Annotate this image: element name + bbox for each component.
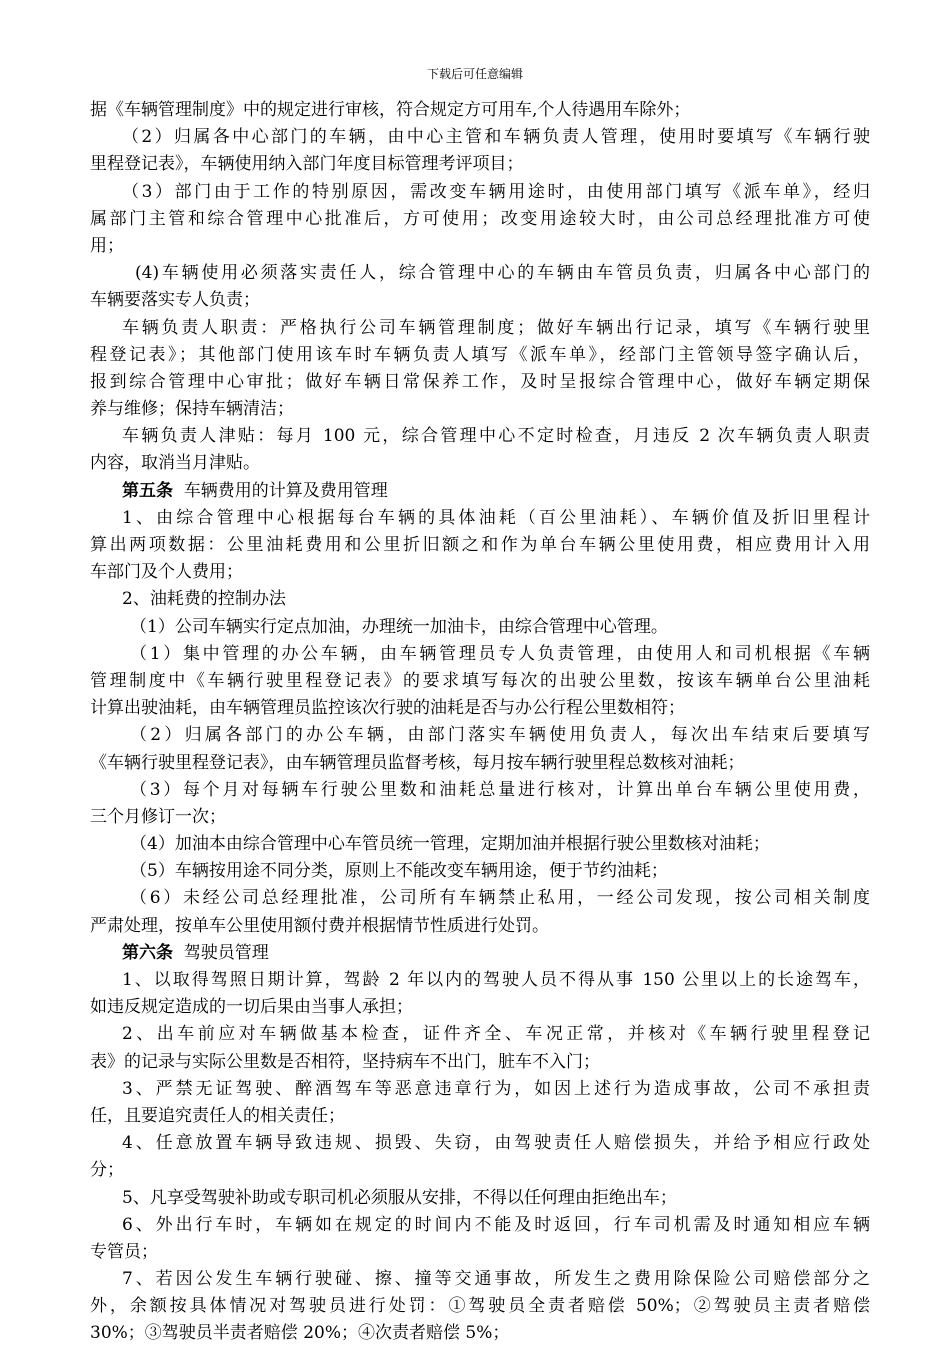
text-line [90,1266,870,1293]
line-text: 养与维修；保持车辆清洁； [90,399,294,420]
line-text: 计算出驶油耗，由车辆管理员监控该次行驶的油耗是否与办公行程公里数相符； [90,698,685,719]
line-text: (4)车辆使用必须落实责任人，综合管理中心的车辆由车管员负责，归属各中心部门的 [135,263,870,284]
line-text: 分； [90,1160,124,1181]
line-text: 车部门及个人费用； [90,562,243,583]
line-text: 用； [90,235,124,256]
text-line [90,206,870,233]
text-line [90,287,870,314]
line-text: 车辆要落实专人负责； [90,290,260,311]
text-line [90,505,870,532]
text-line [90,777,870,804]
text-line [90,396,870,423]
line-text: 管理制度中《车辆行驶里程登记表》的要求填写每次的出驶公里数，按该车辆单台公里油耗 [90,670,870,691]
text-line [90,994,870,1021]
text-line [90,1130,870,1157]
text-line [90,804,870,831]
line-text: 1、由综合管理中心根据每台车辆的具体油耗（百公里油耗）、车辆价值及折旧里程计 [122,507,870,528]
section-title: 驾驶员管理 [183,942,269,963]
line-text: （3）每个月对每辆车行驶公里数和油耗总量进行核对，计算出单台车辆公里使用费， [130,779,870,800]
text-line [90,1212,870,1239]
line-text: 车辆负责人职责：严格执行公司车辆管理制度；做好车辆出行记录，填写《车辆行驶里 [122,317,870,338]
text-line [90,423,870,450]
text-line [90,233,870,260]
text-line [90,695,870,722]
line-text: 里程登记表》，车辆使用纳入部门年度目标管理考评项目； [90,154,524,175]
text-line [90,750,870,777]
text-line [90,151,870,178]
section-number: 第五条 [122,480,173,501]
text-line [90,1049,870,1076]
section-title: 车辆费用的计算及费用管理 [183,480,388,501]
text-line [90,858,870,885]
page-header: 下载后可任意编辑 [426,67,523,81]
text-line [90,1293,870,1320]
text-line [90,315,870,342]
line-text: 严肃处理，按单车公里使用额付费并根据情节性质进行处罚。 [90,915,549,936]
line-text: 车辆负责人津贴：每月 100 元，综合管理中心不定时检查，月违反 2 次车辆负责人职责 [122,426,870,447]
document-body [90,97,870,1348]
text-line [90,1103,870,1130]
text-line [90,179,870,206]
line-text: 如违反规定造成的一切后果由当事人承担； [90,997,413,1018]
line-text: 2、油耗费的控制办法 [122,589,286,610]
text-line [90,1157,870,1184]
line-text: 4、任意放置车辆导致违规、损毁、失窃，由驾驶责任人赔偿损失，并给予相应行政处 [122,1133,870,1154]
text-line [90,1021,870,1048]
line-text: （1）公司车辆实行定点加油，办理统一加油卡，由综合管理中心管理。 [130,616,668,637]
section-heading [90,478,870,505]
line-text: 属部门主管和综合管理中心批准后，方可使用；改变用途较大时，由公司总经理批准方可使 [90,208,870,229]
text-line [90,1239,870,1266]
line-text: （2）归属各部门的办公车辆，由部门落实车辆使用负责人，每次出车结束后要填写 [130,725,870,746]
text-line [90,559,870,586]
section-heading [90,940,870,967]
line-text: 报到综合管理中心审批；做好车辆日常保养工作，及时呈报综合管理中心，做好车辆定期保 [90,371,870,392]
text-line [90,913,870,940]
line-text: （2）归属各中心部门的车辆，由中心主管和车辆负责人管理，使用时要填写《车辆行驶 [122,127,870,148]
line-text: （3）部门由于工作的特别原因，需改变车辆用途时，由使用部门填写《派车单》，经归 [122,181,870,202]
line-text: 7、若因公发生车辆行驶碰、擦、撞等交通事故，所发生之费用除保险公司赔偿部分之 [122,1269,870,1290]
line-text: 算出两项数据：公里油耗费用和公里折旧额之和作为单台车辆公里使用费，相应费用计入用 [90,535,870,555]
line-text: 5、凡享受驾驶补助或专职司机必须服从安排，不得以任何理由拒绝出车； [122,1187,677,1208]
text-line [90,1185,870,1212]
text-line [90,532,870,559]
text-line [90,124,870,151]
text-line [90,614,870,641]
text-line [90,967,870,994]
line-text: 1、以取得驾照日期计算，驾龄 2 年以内的驾驶人员不得从事 150 公里以上的长途驾车， [122,970,870,990]
line-text: 内容，取消当月津贴。 [90,453,260,474]
text-line [90,369,870,396]
line-text: 3、严禁无证驾驶、醉酒驾车等恶意违章行为，如因上述行为造成事故，公司不承担责 [122,1078,870,1099]
line-text: 表》的记录与实际公里数是否相符，坚持病车不出门，脏车不入门； [90,1051,600,1072]
line-text: 任，且要追究责任人的相关责任； [90,1105,345,1126]
line-text: 三个月修订一次； [90,806,226,827]
text-line [90,722,870,749]
line-text: （5）车辆按用途不同分类，原则上不能改变车辆用途，便于节约油耗； [130,861,668,882]
text-line [90,260,870,287]
text-line [90,97,870,124]
line-text: 程登记表》；其他部门使用该车时车辆负责人填写《派车单》，经部门主管领导签字确认后， [90,344,870,365]
section-number: 第六条 [122,942,173,963]
text-line [90,885,870,912]
line-text: 《车辆行驶里程登记表》，由车辆管理员监督考核，每月按车辆行驶里程总数核对油耗； [90,752,745,773]
line-text: 据《车辆管理制度》中的规定进行审核，符合规定方可用车,个人待遇用车除外； [90,100,691,120]
text-line [90,342,870,369]
line-text: 外，余额按具体情况对驾驶员进行处罚：①驾驶员全责者赔偿 50%；②驾驶员主责者赔偿 [90,1296,870,1317]
text-line [90,668,870,695]
line-text: （6）未经公司总经理批准，公司所有车辆禁止私用，一经公司发现，按公司相关制度 [130,888,870,909]
line-text: 2、出车前应对车辆做基本检查，证件齐全、车况正常，并核对《车辆行驶里程登记 [122,1024,870,1045]
line-text: 6、外出行车时，车辆如在规定的时间内不能及时返回，行车司机需及时通知相应车辆 [122,1214,870,1235]
text-line [90,586,870,613]
line-text: （4）加油本由综合管理中心车管员统一管理，定期加油并根据行驶公里数核对油耗； [130,834,770,855]
text-line [90,1076,870,1103]
line-text: 30%；③驾驶员半责者赔偿 20%；④次责者赔偿 5%； [90,1323,510,1344]
line-text: 专管员； [90,1241,158,1262]
line-text: （1）集中管理的办公车辆，由车辆管理员专人负责管理，由使用人和司机根据《车辆 [130,643,870,664]
text-line [90,641,870,668]
text-line [90,831,870,858]
text-line [90,450,870,477]
